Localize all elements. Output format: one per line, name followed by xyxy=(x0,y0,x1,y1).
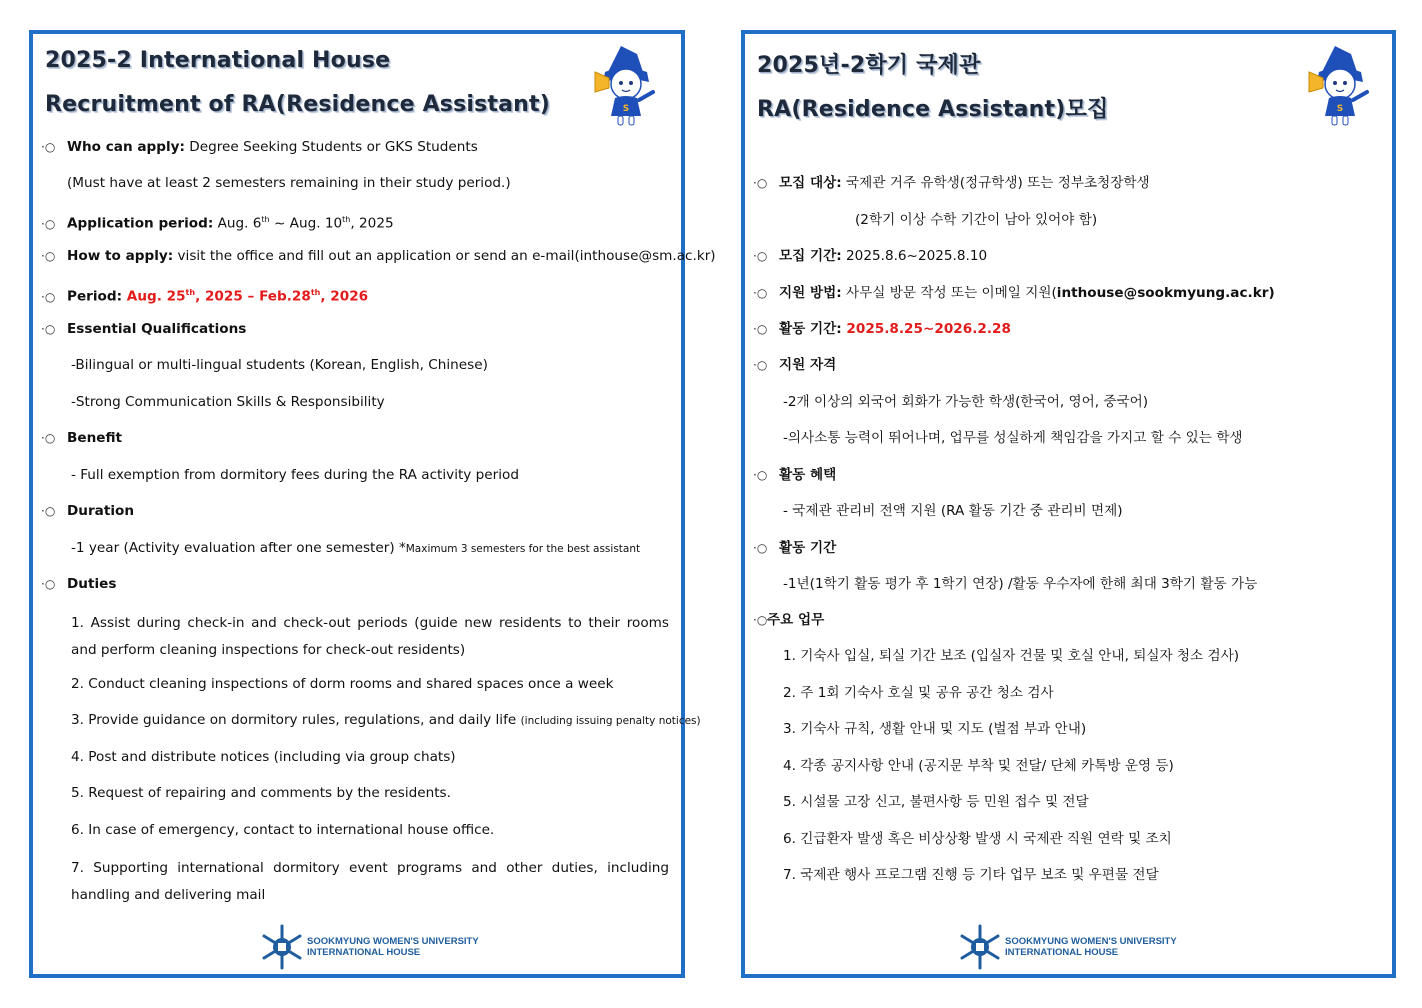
korean-notice-panel xyxy=(741,30,1396,978)
who-note: (2학기 이상 수학 기간이 남아 있어야 함) xyxy=(855,212,1098,228)
duration-heading: ·○ 활동 기간 xyxy=(753,540,837,556)
duration-item: -1 year (Activity evaluation after one semester) *Maximum 3 semesters for the best assistant xyxy=(71,540,641,556)
page-title: 2025년-2학기 국제관 xyxy=(757,53,981,78)
duration-item: -1년(1학기 활동 평가 후 1학기 연장) /활동 우수자에 한해 최대 3학기 활동 가능 xyxy=(783,576,1258,592)
bullet-icon: ·○ xyxy=(41,289,56,304)
bullet-icon: ·○ xyxy=(753,322,768,336)
application-period: ·○ Application period: Aug. 6th ~ Aug. 10th, 2025 xyxy=(41,215,394,232)
bullet-icon: ·○ xyxy=(41,140,56,154)
qualification-item: -Bilingual or multi-lingual students (Korean, English, Chinese) xyxy=(71,357,488,373)
bullet-icon: ·○ xyxy=(753,249,768,263)
qualification-item: -의사소통 능력이 뛰어나며, 업무를 성실하게 책임감을 가지고 할 수 있는 학생 xyxy=(783,430,1243,446)
page-subtitle: Recruitment of RA(Residence Assistant) xyxy=(45,92,551,117)
duration-heading: ·○ Duration xyxy=(41,503,135,519)
who-can-apply: ·○ 모집 대상: 국제관 거주 유학생(정규학생) 또는 정부초청장학생 xyxy=(753,175,1150,191)
benefit-item: - 국제관 관리비 전액 지원 (RA 활동 기간 중 관리비 면제) xyxy=(783,503,1123,519)
qualification-item: -Strong Communication Skills & Responsibility xyxy=(71,394,385,410)
svg-text:S: S xyxy=(1336,104,1344,114)
qualification-item: -2개 이상의 외국어 회화가 가능한 학생(한국어, 영어, 중국어) xyxy=(783,394,1149,410)
snowflake-emblem-icon xyxy=(261,924,303,970)
bullet-icon: ·○ xyxy=(41,322,56,336)
how-to-apply: ·○ How to apply: visit the office and fill out an application or send an e-mail(inthouse@sm.ac.kr) xyxy=(41,248,716,264)
english-notice-panel xyxy=(29,30,716,978)
duty-item: 7. Supporting international dormitory event programs and other duties, including handling and delivering mail xyxy=(71,860,669,903)
bullet-icon: ·○ xyxy=(41,504,56,518)
svg-text:S: S xyxy=(622,104,630,114)
duties-heading: ·○ Duties xyxy=(41,576,117,592)
bullet-icon: ·○ xyxy=(753,176,768,190)
bullet-icon: ·○ xyxy=(753,358,768,372)
benefit-heading: ·○ Benefit xyxy=(41,430,123,446)
logo-line-2: INTERNATIONAL HOUSE xyxy=(307,947,421,958)
qualifications-heading: ·○ 지원 자격 xyxy=(753,357,837,373)
duty-item: 4. 각종 공지사항 안내 (공지문 부착 및 전달/ 단체 카톡방 운영 등) xyxy=(783,758,1174,774)
duty-item: 1. Assist during check-in and check-out periods (guide new residents to their rooms and perform cleaning inspections for check-out residents) xyxy=(71,615,669,658)
duty-item: 2. 주 1회 기숙사 호실 및 공유 공간 청소 검사 xyxy=(783,685,1054,701)
who-note: (Must have at least 2 semesters remaining in their study period.) xyxy=(67,175,511,191)
duties-heading: ·○주요 업무 xyxy=(753,612,825,628)
mascot-icon xyxy=(591,42,661,128)
mascot-icon xyxy=(1305,42,1375,128)
page-subtitle: RA(Residence Assistant)모집 xyxy=(757,97,1109,122)
logo-line-1: SOOKMYUNG WOMEN'S UNIVERSITY xyxy=(307,936,479,947)
university-logo xyxy=(261,924,479,970)
bullet-icon: ·○ xyxy=(41,216,56,231)
duty-item: 2. Conduct cleaning inspections of dorm rooms and shared spaces once a week xyxy=(71,676,614,692)
activity-period: ·○ Period: Aug. 25th, 2025 – Feb.28th, 2026 xyxy=(41,288,369,305)
qualifications-heading: ·○ Essential Qualifications xyxy=(41,321,247,337)
duty-item: 6. In case of emergency, contact to international house office. xyxy=(71,822,495,838)
duty-item: 5. Request of repairing and comments by the residents. xyxy=(71,785,451,801)
logo-line-1: SOOKMYUNG WOMEN'S UNIVERSITY xyxy=(1005,936,1177,947)
bullet-icon: ·○ xyxy=(753,541,768,555)
duty-item: 6. 긴급환자 발생 혹은 비상상황 발생 시 국제관 직원 연락 및 조치 xyxy=(783,831,1172,847)
bullet-icon: ·○ xyxy=(753,613,768,627)
bullet-icon: ·○ xyxy=(41,249,56,263)
duty-item: 3. 기숙사 규칙, 생활 안내 및 지도 (벌점 부과 안내) xyxy=(783,721,1087,737)
bullet-icon: ·○ xyxy=(41,431,56,445)
university-logo xyxy=(959,924,1177,970)
bullet-icon: ·○ xyxy=(753,468,768,482)
duty-item: 5. 시설물 고장 신고, 불편사항 등 민원 접수 및 전달 xyxy=(783,794,1089,810)
who-can-apply: ·○ Who can apply: Degree Seeking Students or GKS Students xyxy=(41,139,478,155)
duty-item: 3. Provide guidance on dormitory rules, regulations, and daily life (including issuing penalty notices) xyxy=(71,712,701,728)
application-period: ·○ 모집 기간: 2025.8.6~2025.8.10 xyxy=(753,248,988,264)
bullet-icon: ·○ xyxy=(41,577,56,591)
duty-item: 1. 기숙사 입실, 퇴실 기간 보조 (입실자 건물 및 호실 안내, 퇴실자 청소 검사) xyxy=(783,648,1240,664)
benefit-item: - Full exemption from dormitory fees during the RA activity period xyxy=(71,467,519,483)
activity-period: ·○ 활동 기간: 2025.8.25~2026.2.28 xyxy=(753,321,1011,337)
snowflake-emblem-icon xyxy=(959,924,1001,970)
bullet-icon: ·○ xyxy=(753,286,768,300)
benefit-heading: ·○ 활동 혜택 xyxy=(753,467,837,483)
duty-item: 4. Post and distribute notices (including via group chats) xyxy=(71,749,456,765)
how-to-apply: ·○ 지원 방법: 사무실 방문 작성 또는 이메일 지원(inthouse@sookmyung.ac.kr) xyxy=(753,285,1275,301)
logo-line-2: INTERNATIONAL HOUSE xyxy=(1005,947,1119,958)
duty-item: 7. 국제관 행사 프로그램 진행 등 기타 업무 보조 및 우편물 전달 xyxy=(783,867,1159,883)
page-title: 2025-2 International House xyxy=(45,48,391,73)
